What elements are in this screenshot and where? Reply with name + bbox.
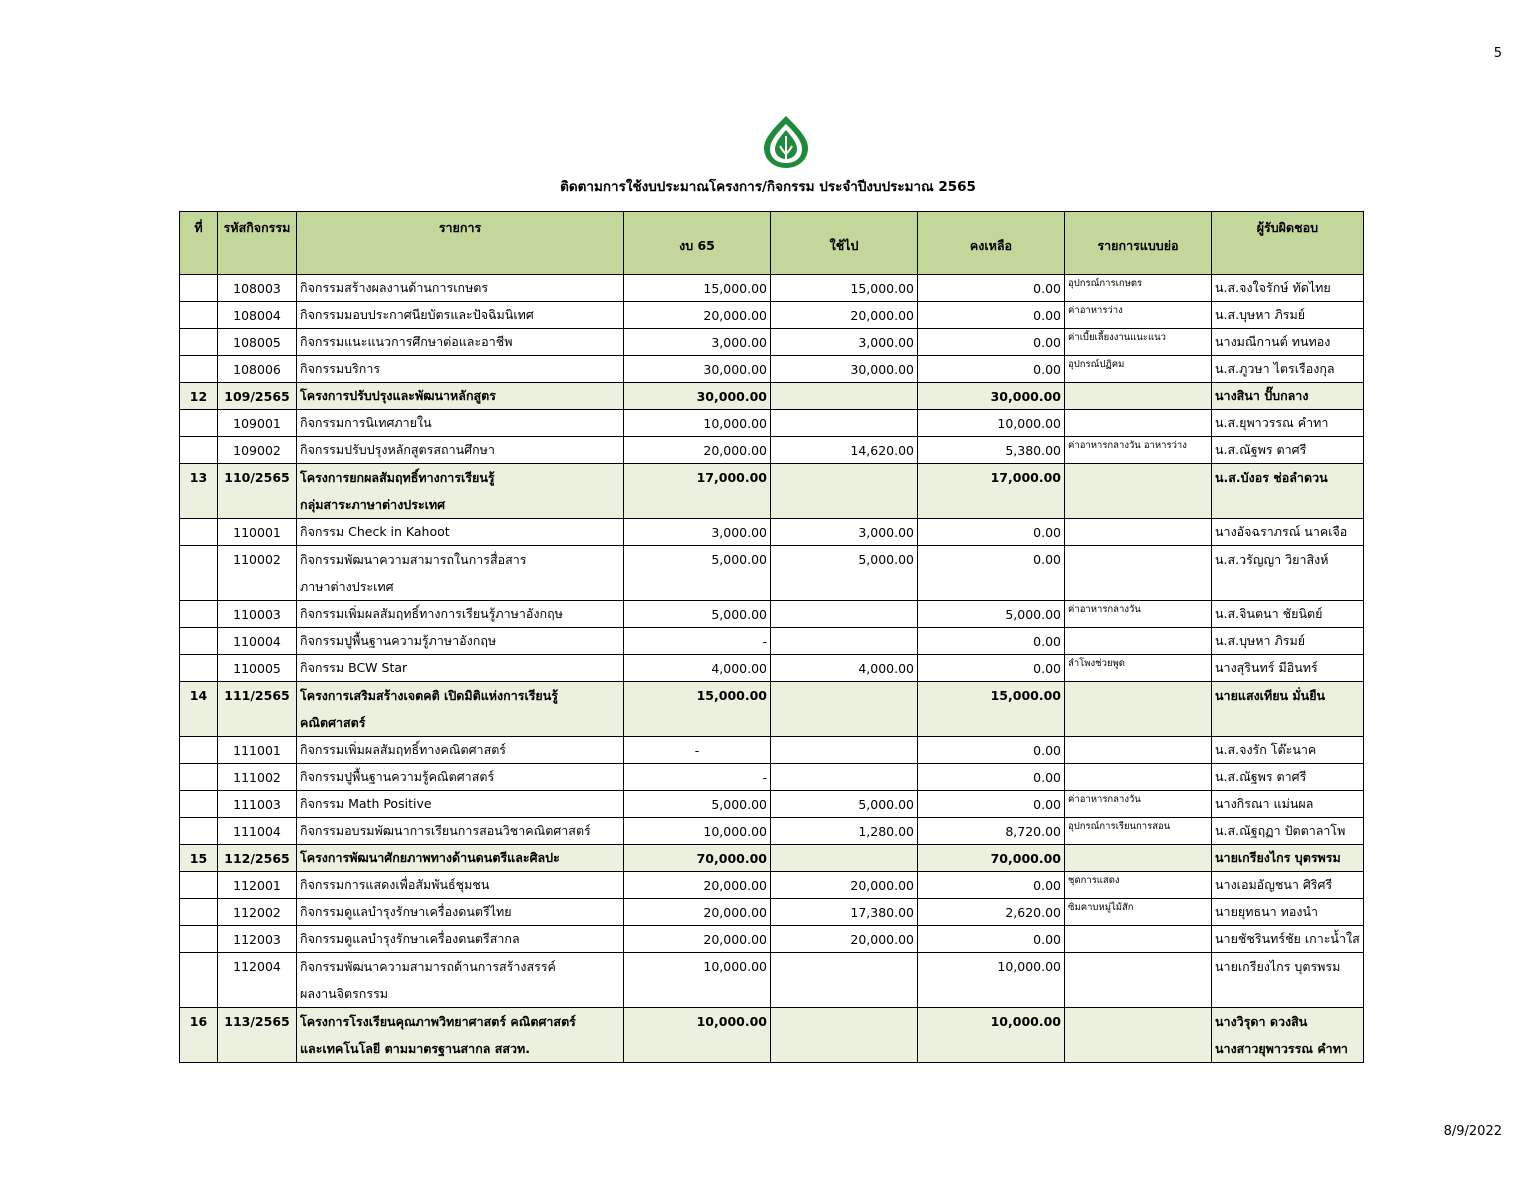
cell-item: กิจกรรมการนิเทศภายใน [297,410,624,437]
cell-budget: 17,000.00 [624,464,771,519]
cell-item: กิจกรรมอบรมพัฒนาการเรียนการสอนวิชาคณิตศาสตร์ [297,818,624,845]
cell-budget: 20,000.00 [624,926,771,953]
cell-no: 15 [180,845,218,872]
cell-item: กิจกรรมเพิ่มผลสัมฤทธิ์ทางคณิตศาสตร์ [297,737,624,764]
cell-no [180,899,218,926]
cell-remaining: 0.00 [918,275,1065,302]
activity-row [180,601,1364,628]
table-header-row [180,212,1364,275]
header-used: ใช้ไป [771,212,918,275]
cell-remaining: 0.00 [918,764,1065,791]
cell-remaining: 10,000.00 [918,953,1065,1008]
cell-code: 111004 [218,818,297,845]
cell-brief [1065,926,1212,953]
cell-brief [1065,383,1212,410]
cell-owner: น.ส.ภูวษา ไตรเรืองกุล [1212,356,1364,383]
activity-row [180,764,1364,791]
cell-used: 20,000.00 [771,302,918,329]
cell-item: โครงการเสริมสร้างเจตคติ เปิดมิติแห่งการเรียนรู้ คณิตศาสตร์ [297,682,624,737]
activity-row [180,628,1364,655]
cell-item: โครงการพัฒนาศักยภาพทางด้านดนตรีและศิลปะ [297,845,624,872]
green-leaf-emblem-icon [760,114,812,170]
cell-item: กิจกรรมดูแลบำรุงรักษาเครื่องดนตรีสากล [297,926,624,953]
cell-used [771,845,918,872]
cell-code: 112004 [218,953,297,1008]
cell-budget: 20,000.00 [624,437,771,464]
cell-no [180,872,218,899]
cell-budget: 10,000.00 [624,1008,771,1063]
cell-code: 112003 [218,926,297,953]
cell-brief [1065,953,1212,1008]
cell-no [180,302,218,329]
cell-owner: นางมณีกานต์ ทนทอง [1212,329,1364,356]
project-row [180,845,1364,872]
cell-remaining: 0.00 [918,519,1065,546]
cell-owner: นายเกรียงไกร บุตรพรม [1212,953,1364,1008]
header-owner: ผู้รับผิดชอบ [1212,212,1364,275]
activity-row [180,437,1364,464]
cell-code: 110004 [218,628,297,655]
cell-remaining: 5,000.00 [918,601,1065,628]
cell-brief [1065,764,1212,791]
cell-owner: นางเอมอัญชนา ศิริศรี [1212,872,1364,899]
cell-no [180,329,218,356]
cell-remaining: 30,000.00 [918,383,1065,410]
cell-code: 110001 [218,519,297,546]
cell-no [180,791,218,818]
cell-owner: น.ส.ณัฐพร ตาศรี [1212,437,1364,464]
cell-brief: อุปกรณ์การเรียนการสอน [1065,818,1212,845]
cell-brief [1065,519,1212,546]
cell-budget: - [624,764,771,791]
cell-used [771,410,918,437]
cell-used: 1,280.00 [771,818,918,845]
cell-remaining: 0.00 [918,302,1065,329]
cell-brief [1065,1008,1212,1063]
cell-budget: 15,000.00 [624,275,771,302]
cell-item: กิจกรรมปรับปรุงหลักสูตรสถานศึกษา [297,437,624,464]
activity-row [180,953,1364,1008]
print-date: 8/9/2022 [1443,1124,1502,1139]
cell-brief: ค่าเบี้ยเลี้ยงงานแนะแนว [1065,329,1212,356]
cell-code: 113/2565 [218,1008,297,1063]
cell-item: โครงการปรับปรุงและพัฒนาหลักสูตร [297,383,624,410]
cell-remaining: 10,000.00 [918,410,1065,437]
cell-remaining: 0.00 [918,655,1065,682]
cell-item: กิจกรรมปูพื้นฐานความรู้คณิตศาสตร์ [297,764,624,791]
cell-budget: 10,000.00 [624,410,771,437]
budget-table [179,211,1364,1063]
cell-owner: นายแสงเทียน มั่นยืน [1212,682,1364,737]
cell-used [771,737,918,764]
activity-row [180,302,1364,329]
cell-item: กิจกรรม Check in Kahoot [297,519,624,546]
cell-brief [1065,546,1212,601]
cell-remaining: 15,000.00 [918,682,1065,737]
cell-owner: นางสุรินทร์ มีอินทร์ [1212,655,1364,682]
cell-used: 5,000.00 [771,791,918,818]
cell-item: โครงการยกผลสัมฤทธิ์ทางการเรียนรู้ กลุ่มสาระภาษาต่างประเทศ [297,464,624,519]
cell-code: 108004 [218,302,297,329]
cell-code: 111003 [218,791,297,818]
cell-brief [1065,464,1212,519]
cell-budget: 5,000.00 [624,546,771,601]
cell-used [771,682,918,737]
cell-code: 108006 [218,356,297,383]
activity-row [180,655,1364,682]
cell-item: กิจกรรมปูพื้นฐานความรู้ภาษาอังกฤษ [297,628,624,655]
cell-owner: น.ส.จงรัก โต๊ะนาค [1212,737,1364,764]
cell-code: 112002 [218,899,297,926]
cell-remaining: 5,380.00 [918,437,1065,464]
cell-code: 108005 [218,329,297,356]
cell-no: 14 [180,682,218,737]
cell-budget: - [624,737,771,764]
cell-item: กิจกรรมพัฒนาความสามารถในการสื่อสาร ภาษาต่างประเทศ [297,546,624,601]
cell-owner: น.ส.วรัญญา วิยาสิงห์ [1212,546,1364,601]
cell-brief: ซิมคาบหมู่ไม้สัก [1065,899,1212,926]
cell-used: 3,000.00 [771,329,918,356]
cell-remaining: 0.00 [918,737,1065,764]
cell-used [771,1008,918,1063]
cell-no [180,628,218,655]
cell-brief [1065,410,1212,437]
cell-used [771,764,918,791]
cell-no [180,275,218,302]
cell-remaining: 0.00 [918,546,1065,601]
header-item: รายการ [297,212,624,275]
cell-code: 111002 [218,764,297,791]
cell-brief: อุปกรณ์การเกษตร [1065,275,1212,302]
cell-brief [1065,737,1212,764]
activity-row [180,791,1364,818]
activity-row [180,519,1364,546]
cell-budget: 20,000.00 [624,302,771,329]
cell-remaining: 10,000.00 [918,1008,1065,1063]
cell-brief: ลำโพงช่วยพูด [1065,655,1212,682]
cell-used: 5,000.00 [771,546,918,601]
cell-code: 112/2565 [218,845,297,872]
cell-item: กิจกรรมดูแลบำรุงรักษาเครื่องดนตรีไทย [297,899,624,926]
header-budget: งบ 65 [624,212,771,275]
cell-no [180,601,218,628]
header-brief: รายการแบบย่อ [1065,212,1212,275]
cell-code: 110003 [218,601,297,628]
cell-no [180,437,218,464]
cell-budget: 20,000.00 [624,899,771,926]
cell-no [180,356,218,383]
cell-used [771,383,918,410]
page-number: 5 [1493,46,1502,61]
cell-budget: 5,000.00 [624,601,771,628]
cell-item: กิจกรรมสร้างผลงานด้านการเกษตร [297,275,624,302]
cell-brief: ชุดการแสดง [1065,872,1212,899]
project-row [180,682,1364,737]
cell-item: กิจกรรมพัฒนาความสามารถด้านการสร้างสรรค์ ผลงานจิตรกรรม [297,953,624,1008]
cell-used: 17,380.00 [771,899,918,926]
cell-no [180,546,218,601]
cell-item: กิจกรรมแนะแนวการศึกษาต่อและอาชีพ [297,329,624,356]
cell-remaining: 70,000.00 [918,845,1065,872]
header-code: รหัสกิจกรรม [218,212,297,275]
cell-remaining: 0.00 [918,628,1065,655]
activity-row [180,329,1364,356]
cell-remaining: 17,000.00 [918,464,1065,519]
activity-row [180,275,1364,302]
cell-code: 110/2565 [218,464,297,519]
activity-row [180,410,1364,437]
cell-used: 3,000.00 [771,519,918,546]
cell-budget: 70,000.00 [624,845,771,872]
activity-row [180,546,1364,601]
activity-row [180,899,1364,926]
header-remaining: คงเหลือ [918,212,1065,275]
cell-no: 12 [180,383,218,410]
cell-budget: - [624,628,771,655]
cell-budget: 30,000.00 [624,356,771,383]
cell-owner: น.ส.ยุพาวรรณ คำทา [1212,410,1364,437]
cell-item: โครงการโรงเรียนคุณภาพวิทยาศาสตร์ คณิตศาสตร์ และเทคโนโลยี ตามมาตรฐานสากล สสวท. [297,1008,624,1063]
cell-item: กิจกรรมบริการ [297,356,624,383]
cell-code: 111/2565 [218,682,297,737]
cell-owner: น.ส.บุษหา ภิรมย์ [1212,628,1364,655]
cell-owner: น.ส.ณัฐฤฏา ปัตตาลาโพ [1212,818,1364,845]
cell-brief: ค่าอาหารกลางวัน อาหารว่าง [1065,437,1212,464]
cell-item: กิจกรรมการแสดงเพื่อสัมพันธ์ชุมชน [297,872,624,899]
cell-no: 16 [180,1008,218,1063]
cell-code: 109001 [218,410,297,437]
cell-code: 110002 [218,546,297,601]
activity-row [180,356,1364,383]
cell-remaining: 0.00 [918,329,1065,356]
cell-no [180,655,218,682]
cell-code: 112001 [218,872,297,899]
cell-remaining: 2,620.00 [918,899,1065,926]
cell-brief: ค่าอาหารว่าง [1065,302,1212,329]
cell-no [180,953,218,1008]
cell-code: 110005 [218,655,297,682]
cell-brief: อุปกรณ์ปฏิคม [1065,356,1212,383]
cell-owner: น.ส.บุษหา ภิรมย์ [1212,302,1364,329]
cell-code: 109/2565 [218,383,297,410]
cell-budget: 5,000.00 [624,791,771,818]
cell-used: 15,000.00 [771,275,918,302]
cell-budget: 30,000.00 [624,383,771,410]
cell-used [771,953,918,1008]
cell-budget: 10,000.00 [624,818,771,845]
activity-row [180,818,1364,845]
cell-code: 108003 [218,275,297,302]
cell-used: 4,000.00 [771,655,918,682]
cell-owner: นายเกรียงไกร บุตรพรม [1212,845,1364,872]
cell-used [771,601,918,628]
cell-no [180,519,218,546]
activity-row [180,737,1364,764]
cell-remaining: 0.00 [918,926,1065,953]
cell-budget: 4,000.00 [624,655,771,682]
cell-used [771,628,918,655]
cell-brief [1065,845,1212,872]
cell-item: กิจกรรมเพิ่มผลสัมฤทธิ์ทางการเรียนรู้ภาษาอังกฤษ [297,601,624,628]
document-title: ติดตามการใช้งบประมาณโครงการ/กิจกรรม ประจำปีงบประมาณ 2565 [560,179,976,195]
cell-no [180,410,218,437]
cell-remaining: 8,720.00 [918,818,1065,845]
cell-remaining: 0.00 [918,356,1065,383]
cell-owner: นางกิรณา แม่นผล [1212,791,1364,818]
header-no: ที่ [180,212,218,275]
cell-brief: ค่าอาหารกลางวัน [1065,601,1212,628]
cell-owner: นายชัชรินทร์ชัย เกาะน้ำใส [1212,926,1364,953]
project-row [180,1008,1364,1063]
cell-brief [1065,628,1212,655]
cell-used: 14,620.00 [771,437,918,464]
cell-owner: น.ส.จินตนา ชัยนิตย์ [1212,601,1364,628]
cell-no [180,926,218,953]
cell-remaining: 0.00 [918,872,1065,899]
cell-brief [1065,682,1212,737]
cell-item: กิจกรรม Math Positive [297,791,624,818]
project-row [180,464,1364,519]
cell-owner: น.ส.จงใจรักษ์ ทัดไทย [1212,275,1364,302]
cell-no: 13 [180,464,218,519]
cell-owner: น.ส.บังอร ช่อลำดวน [1212,464,1364,519]
cell-budget: 20,000.00 [624,872,771,899]
cell-owner: นางวิรุดา ดวงสิน นางสาวยุพาวรรณ คำทา [1212,1008,1364,1063]
cell-no [180,737,218,764]
cell-no [180,764,218,791]
cell-used [771,464,918,519]
cell-owner: นางอัจฉราภรณ์ นาคเจือ [1212,519,1364,546]
cell-owner: นายยุทธนา ทองนำ [1212,899,1364,926]
cell-budget: 10,000.00 [624,953,771,1008]
cell-no [180,818,218,845]
cell-used: 20,000.00 [771,872,918,899]
cell-item: กิจกรรมมอบประกาศนียบัตรและปัจฉิมนิเทศ [297,302,624,329]
cell-item: กิจกรรม BCW Star [297,655,624,682]
cell-budget: 3,000.00 [624,519,771,546]
cell-brief: ค่าอาหารกลางวัน [1065,791,1212,818]
cell-code: 109002 [218,437,297,464]
cell-budget: 3,000.00 [624,329,771,356]
activity-row [180,872,1364,899]
cell-remaining: 0.00 [918,791,1065,818]
activity-row [180,926,1364,953]
cell-used: 20,000.00 [771,926,918,953]
project-row [180,383,1364,410]
cell-budget: 15,000.00 [624,682,771,737]
cell-owner: น.ส.ณัฐพร ตาศรี [1212,764,1364,791]
cell-owner: นางสินา ปั๊บกลาง [1212,383,1364,410]
cell-code: 111001 [218,737,297,764]
cell-used: 30,000.00 [771,356,918,383]
